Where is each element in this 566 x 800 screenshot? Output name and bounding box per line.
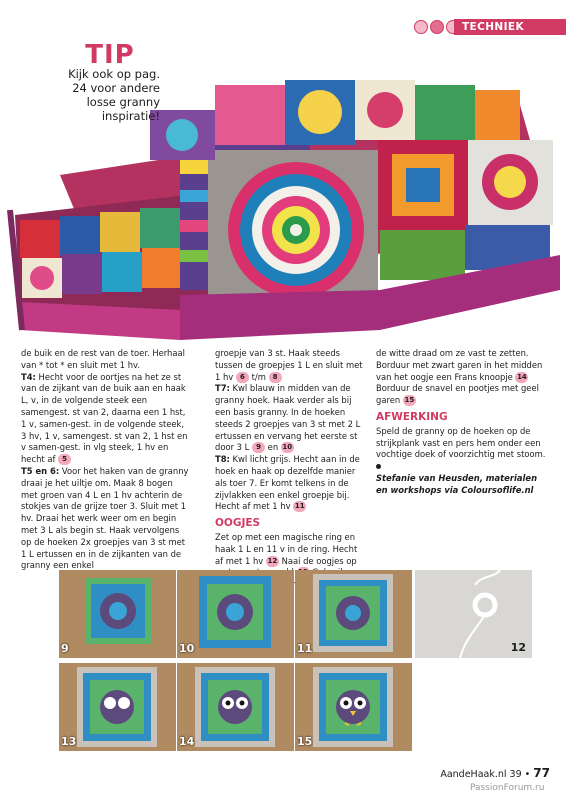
- granny-photo-icon: [59, 663, 176, 751]
- step-photo-15: [295, 663, 412, 751]
- step-photo-14: [177, 663, 294, 751]
- paragraph-t5-6: [21, 466, 191, 572]
- step-badge: 8: [269, 372, 282, 383]
- step-number: 11: [297, 642, 313, 655]
- text-column-1: [21, 348, 191, 572]
- paragraph-text: de buik en de rest van de toer. Herhaal van * tot * en sluit met 1 hv.: [21, 348, 185, 370]
- text-column-3: [376, 348, 548, 497]
- step-badge: 14: [517, 372, 527, 381]
- paragraph-text: Naai de oogjes op: [281, 555, 357, 566]
- step-label: T4:: [21, 371, 36, 382]
- paragraph-text: t/m: [248, 371, 269, 382]
- granny-photo-icon: [295, 663, 412, 751]
- footer-site: AandeHaak.nl 39: [440, 769, 522, 780]
- step-photo-12: [415, 570, 532, 658]
- credit-line: Stefanie van Heusden, materialen en workshops via Coloursoflife.nl: [376, 472, 538, 495]
- paragraph-text: Hecht voor de oortjes na het ze st van de zijkant van de buik aan en haak L, v, in de volgende steek een samengest. st van 2, daarna een 1 hst, 1 v, samen-gest. in de volgende steek, 3 hv, 1 v, samengest. st van 2, 1 hst en v samen-gest. in vlg steek, 1 hv en hecht af: [21, 371, 188, 465]
- step-badge: 10: [282, 443, 293, 452]
- step-badge: 11: [294, 502, 305, 511]
- paragraph-text: Borduur de snavel en pootjes met geel garen: [376, 383, 539, 406]
- paragraph-text: Kwl blauw in midden van de granny hoek. Haak verder als bij een basis granny. In de hoeken steeds 2 groepjes van 3 st met 2 L ertussen en vervang het eerste st door 3 L: [215, 383, 361, 453]
- paragraph-text: Zet op met een magische ring en haak 1 L en 11 v in de ring. Hecht af met 1 hv: [215, 531, 358, 566]
- step-number: 10: [179, 642, 195, 655]
- paragraph-t8: [215, 454, 365, 513]
- step-badge: 9: [252, 442, 265, 453]
- paragraph: [21, 348, 191, 372]
- watermark: PassionForum.ru: [470, 783, 545, 793]
- paragraph: [215, 348, 365, 383]
- paragraph-text: en: [265, 442, 281, 453]
- paragraph-text: Voor het haken van de granny draai je het uiltje om. Maak 8 bogen met groen van 4 L en 1 hv achterin de stokjes van de grijze toer 3. Sluit met 1 hv. Draai het werk weer om en begin met 3 L als begin st. Haak vervolgens op de hoeken 2x groepjes van 3 st met 1 L ertussen en in de zijkanten van de granny een enkel: [21, 465, 189, 571]
- step-label: T8:: [215, 454, 230, 465]
- step-photo-9: [59, 570, 176, 658]
- paragraph-afwerking: [376, 426, 548, 473]
- step-number: 13: [61, 735, 77, 748]
- step-number: 9: [61, 642, 69, 655]
- tip-title: TIP: [85, 40, 135, 70]
- paragraph-t7: [215, 383, 365, 454]
- granny-photo-icon: [177, 570, 294, 658]
- step-number: 12: [510, 641, 526, 654]
- paragraph-text: Speld de granny op de hoeken op de strijkplank vast en pers hem onder een vochtige doek of voorzichtig met stoom.: [376, 425, 546, 460]
- granny-photo-icon: [59, 570, 176, 658]
- section-heading-oogjes: OOGJES: [215, 517, 261, 530]
- paragraph-text: Kwl licht grijs. Hecht aan in de hoek en haak op dezelfde manier als toer 7. Er komt telkens in de zijvlakken een enkel groepje bij. Hecht af met 1 hv: [215, 454, 360, 512]
- footer-bullet: •: [524, 769, 531, 780]
- section-heading-afwerking: AFWERKING: [376, 410, 448, 423]
- header-dot-icon: [414, 20, 428, 34]
- section-tab: TECHNIEK: [454, 19, 566, 35]
- paragraph-text: de witte draad om ze vast te zetten. Borduur met zwart garen in het midden van het oogje een Frans knoopje: [376, 348, 543, 382]
- step-label: T5 en 6:: [21, 465, 60, 476]
- step-badge: 5: [58, 454, 71, 465]
- granny-photo-icon: [177, 663, 294, 751]
- page-footer: [420, 766, 550, 780]
- tip-text: Kijk ook op pag. 24 voor andere losse granny inspiratie!: [68, 67, 160, 123]
- text-column-2: [215, 348, 365, 591]
- step-number: 15: [297, 735, 313, 748]
- page-number: 77: [533, 766, 550, 780]
- step-badge: 6: [236, 372, 249, 383]
- paragraph-t4: [21, 372, 191, 466]
- step-photo-13: [59, 663, 176, 751]
- paragraph-text: groepje van 3 st. Haak steeds tussen de groepjes 1 L en sluit met 1 hv: [215, 348, 363, 382]
- granny-photo-icon: [295, 570, 412, 658]
- step-photo-11: [295, 570, 412, 658]
- step-number: 14: [179, 735, 195, 748]
- end-mark-icon: [376, 464, 381, 469]
- header-dot-icon: [430, 20, 444, 34]
- step-photo-10: [177, 570, 294, 658]
- paragraph: [376, 348, 548, 407]
- step-badge: 12: [267, 556, 278, 565]
- step-badge: 15: [404, 396, 415, 405]
- step-label: T7:: [215, 383, 230, 394]
